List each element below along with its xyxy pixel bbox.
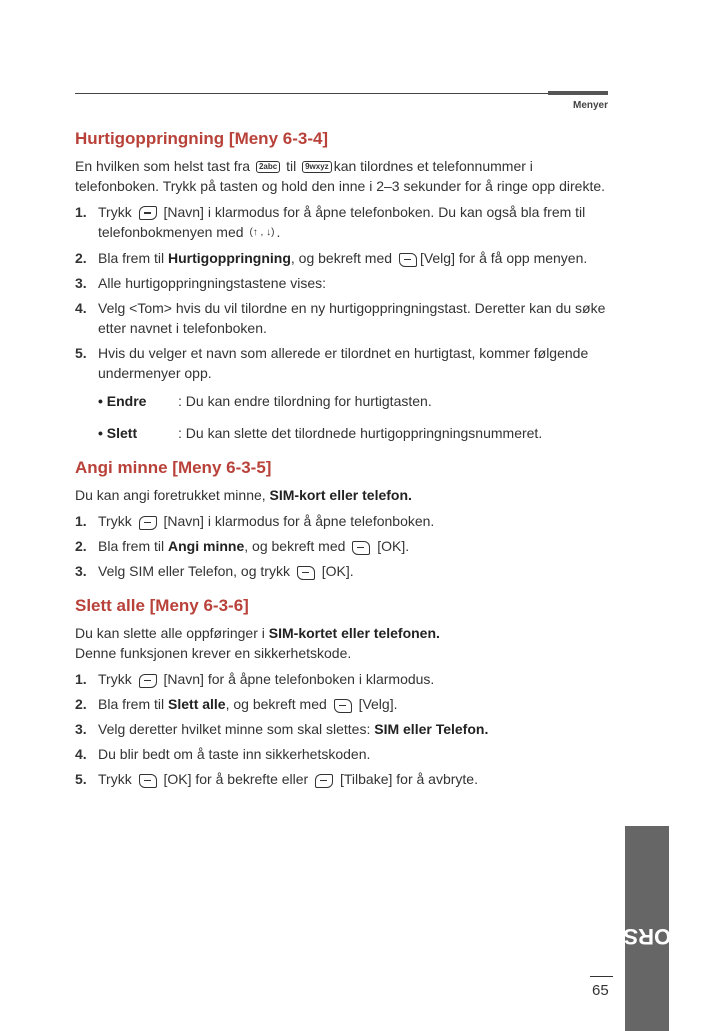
list-item: 5. Hvis du velger et navn som allerede er tilordnet en hurtigtast, kommer følgende undermenyer opp. (75, 345, 589, 382)
right-softkey-icon (315, 774, 333, 788)
list-item: 3. Alle hurtigoppringningstastene vises: (75, 275, 327, 292)
steps-list (75, 511, 610, 581)
list-item: 2. Bla frem til Hurtigoppringning, og bekreft med [Velg] for å få opp menyen. (75, 250, 588, 267)
section-title: Hurtigoppringning [Meny 6-3-4] (75, 129, 329, 148)
list-item: 5. Trykk [OK] for å bekrefte eller [Tilbake] for å avbryte. (75, 771, 478, 788)
list-item: 2. Bla frem til Slett alle, og bekreft med [Velg]. (75, 696, 398, 713)
list-item: 1. Trykk [Navn] i klarmodus for å åpne telefonboken. Du kan også bla frem til telefonbokmenyen med (↑ , ↓) . (75, 202, 610, 243)
section-angi-minne (75, 457, 610, 581)
navigation-keys-icon: (↑ , ↓) (249, 227, 275, 239)
page-number: 65 (592, 982, 609, 999)
left-softkey-icon (399, 253, 417, 267)
right-softkey-icon (139, 516, 157, 530)
section-hurtigoppringning (75, 128, 610, 443)
header-rule-accent (548, 91, 608, 95)
list-item: 2. Bla frem til Angi minne, og bekreft med [OK]. (75, 538, 410, 555)
steps-list (75, 669, 610, 789)
section-title: Angi minne [Meny 6-3-5] (75, 458, 272, 478)
section-intro: Du kan slette alle oppføringer i SIM-kortet eller telefonen. Denne funksjonen krever en sikkerhetskode. (75, 625, 440, 662)
section-intro: Du kan angi foretrukket minne, SIM-kort eller telefon. (75, 487, 412, 504)
section-slett-alle (75, 595, 610, 789)
key-2-icon: 2abc (256, 161, 280, 173)
steps-list (75, 202, 610, 383)
language-tab-label: NORSK (607, 924, 687, 949)
key-9-icon: 9wxyz (302, 161, 332, 173)
submenu-item: • Slett : Du kan slette det tilordnede hurtigoppringningsnummeret. (98, 425, 543, 442)
list-item: 1. Trykk [Navn] i klarmodus for å åpne telefonboken. (75, 513, 435, 530)
section-intro: En hvilken som helst tast fra 2abc til 9wxyz kan tilordnes et telefonnummer i telefonboken. Trykk på tasten og hold den inne i 2–3 sekunder for å ringe opp direkte. (75, 158, 606, 194)
left-softkey-icon (139, 774, 157, 788)
page-number-rule (590, 976, 613, 977)
left-softkey-icon (297, 566, 315, 580)
running-header: Menyer (572, 100, 608, 111)
list-item: 3. Velg deretter hvilket minne som skal slettes: SIM eller Telefon. (75, 721, 489, 738)
right-softkey-icon (139, 206, 157, 220)
list-item: 4. Velg <Tom> hvis du vil tilordne en ny hurtigoppringningstast. Deretter kan du søke etter navnet i telefonboken. (75, 300, 606, 337)
list-item: 4. Du blir bedt om å taste inn sikkerhetskoden. (75, 746, 371, 763)
header-rule (75, 93, 608, 94)
submenu-item: • Endre : Du kan endre tilordning for hurtigtasten. (98, 393, 432, 410)
list-item: 1. Trykk [Navn] for å åpne telefonboken i klarmodus. (75, 671, 435, 688)
left-softkey-icon (334, 699, 352, 713)
section-title: Slett alle [Meny 6-3-6] (75, 596, 249, 616)
list-item: 3. Velg SIM eller Telefon, og trykk [OK]. (75, 563, 354, 580)
page-content (75, 128, 610, 794)
right-softkey-icon (139, 674, 157, 688)
submenu-list (98, 391, 610, 443)
left-softkey-icon (352, 541, 370, 555)
